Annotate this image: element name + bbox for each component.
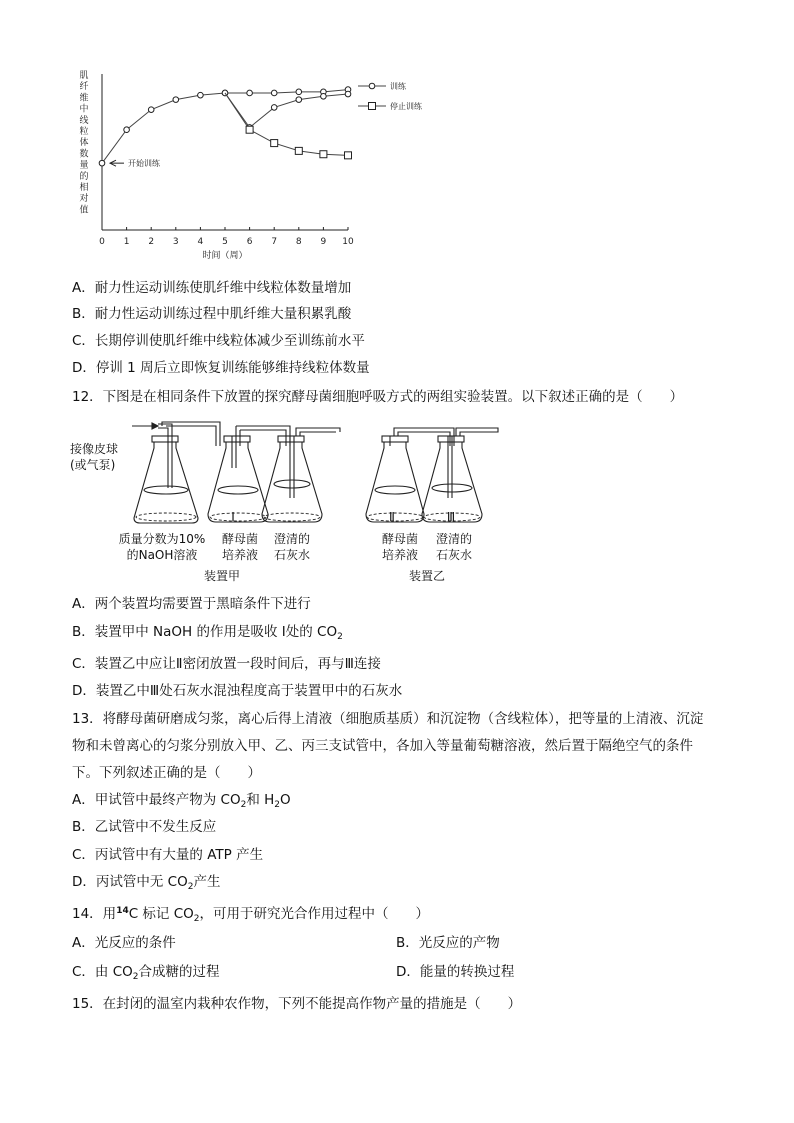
- legend-label: 训练: [390, 82, 406, 91]
- flask2-body: [208, 442, 268, 522]
- yeast-label-2: 培养液: [221, 548, 259, 562]
- series-point-circle: [124, 127, 130, 133]
- series-point-circle: [271, 105, 277, 111]
- x-tick-label: 0: [99, 237, 105, 247]
- y-axis-label-char: 肌: [79, 71, 89, 81]
- q13-stem-line-3: 下。下列叙述正确的是（ ）: [72, 765, 261, 781]
- q14-option-b: B．光反应的产物: [396, 935, 500, 951]
- yeast-b-label-1: 酵母菌: [381, 532, 419, 546]
- q14-option-d: D．能量的转换过程: [396, 964, 515, 980]
- y-axis-label-char: 粒: [79, 127, 89, 137]
- q14-stem-post: ，可用于研究光合作用过程中（ ）: [199, 906, 430, 922]
- series-point-circle: [296, 89, 302, 95]
- x-tick-label: 10: [342, 237, 354, 247]
- series-point-square: [345, 152, 352, 159]
- q13-stem-line-2: 物和未曾离心的匀浆分别放入甲、乙、丙三支试管中，各加入等量葡萄糖溶液，然后置于隔绝空气的条件: [72, 738, 693, 754]
- q14-stem-sub: 2: [193, 914, 200, 924]
- flask2-tubes: [232, 436, 240, 468]
- lime-label-1: 澄清的: [273, 532, 311, 546]
- flask1-body: [134, 442, 198, 523]
- y-axis-label-char: 量: [79, 160, 89, 171]
- chart-series-group: [99, 87, 351, 169]
- series-point-circle: [247, 90, 253, 96]
- q12-stem: 12．下图是在相同条件下放置的探究酵母菌细胞呼吸方式的两组实验装置。以下叙述正确的是（ ）: [72, 389, 684, 405]
- q11-option-b: B．耐力性运动训练过程中肌纤维大量积累乳酸: [72, 306, 352, 322]
- flask4-liquid: [375, 486, 415, 494]
- flask-III-label: Ⅲ: [446, 510, 456, 524]
- flask2-base-dash: [210, 513, 266, 521]
- chart-legend: [358, 81, 423, 111]
- q11-option-d: D．停训 1 周后立即恢复训练能够维持线粒体数量: [72, 360, 370, 376]
- tube-4-5: [390, 428, 454, 446]
- inlet-arrow-head: [152, 423, 158, 429]
- q11-option-a: A．耐力性运动训练使肌纤维中线粒体数量增加: [72, 280, 352, 296]
- flask3-stopper: [278, 436, 304, 442]
- q14-option-c-text: C．由 CO: [72, 964, 133, 980]
- y-axis-label-char: 纤: [79, 82, 89, 93]
- q14-stem-pre: 14．用: [72, 906, 117, 922]
- flask3-body: [262, 442, 322, 522]
- yeast-b-label-2: 培养液: [381, 548, 419, 562]
- series-point-circle: [198, 92, 204, 98]
- series-point-square: [320, 151, 327, 158]
- flask-I-label: Ⅰ: [231, 510, 235, 524]
- y-axis-label-char: 线: [79, 115, 89, 126]
- q13-option-d-post: 产生: [193, 874, 221, 890]
- flask4-body: [366, 442, 424, 522]
- yeast-respiration-apparatus-diagram: [70, 418, 510, 594]
- flask2-liquid: [218, 486, 258, 494]
- flask1-stopper: [152, 436, 178, 442]
- pump-label-2: (或气泵): [70, 458, 116, 472]
- q13-option-a-sub: 2: [240, 800, 247, 810]
- flask1-liquid: [144, 486, 188, 494]
- q13-option-d-text: D．丙试管中无 CO: [72, 874, 188, 890]
- x-tick-label: 4: [197, 237, 204, 247]
- lime-b-label-2: 石灰水: [435, 548, 473, 562]
- q12-option-d: D．装置乙中Ⅲ处石灰水混浊程度高于装置甲中的石灰水: [72, 683, 403, 699]
- series-point-square: [246, 126, 253, 133]
- x-tick-label: 5: [222, 237, 228, 247]
- y-axis-label-char: 数: [79, 149, 89, 160]
- q13-option-a-sub2: 2: [274, 800, 281, 810]
- lime-b-label-1: 澄清的: [435, 532, 473, 546]
- naoh-label-2: 的NaOH溶液: [126, 548, 198, 562]
- setup-a-label: 装置甲: [203, 569, 241, 583]
- flask5-outlet: [456, 428, 498, 436]
- q14-option-c-sub: 2: [132, 972, 139, 982]
- x-tick-label: 3: [172, 237, 179, 247]
- yeast-label-1: 酵母菌: [221, 532, 259, 546]
- q13-stem-line-1: 13．将酵母菌研磨成匀浆，离心后得上清液（细胞质基质）和沉淀物（含线粒体），把等量的上清液、沉淀: [72, 711, 704, 727]
- q14-stem: [72, 902, 429, 928]
- flask4-stopper: [382, 436, 408, 442]
- q13-option-a-post: O: [280, 792, 291, 808]
- q14-stem-sup: 14: [116, 906, 129, 916]
- series-point-circle: [173, 97, 179, 103]
- legend-marker-square: [369, 103, 376, 110]
- x-tick-label: 2: [148, 237, 155, 247]
- series-point-circle: [296, 97, 302, 103]
- naoh-label-1: 质量分数为10%: [118, 532, 206, 546]
- series-point-circle: [148, 107, 154, 113]
- y-axis-label-char: 维: [79, 93, 89, 104]
- q14-stem-mid: C 标记 CO: [128, 906, 194, 922]
- series-point-circle: [99, 160, 105, 166]
- q13-option-a-mid: 和 H: [246, 792, 275, 808]
- lime-label-2: 石灰水: [273, 548, 311, 562]
- annotation-text: 开始训练: [128, 159, 160, 169]
- flask1-long-tube: [168, 436, 172, 488]
- chart-annotation: [110, 158, 161, 168]
- setup-b-label: 装置乙: [408, 569, 446, 583]
- flask3-outlet: [296, 428, 340, 436]
- q12-option-c: C．装置乙中应让Ⅱ密闭放置一段时间后，再与Ⅲ连接: [72, 656, 381, 672]
- y-axis-label-char: 的: [79, 171, 89, 182]
- q14-option-c-post: 合成糖的过程: [138, 964, 220, 980]
- q12-option-a: A．两个装置均需要置于黑暗条件下进行: [72, 596, 311, 612]
- flask3-base-dash: [264, 513, 320, 521]
- flask1-base-dash: [136, 513, 196, 521]
- q13-option-d-sub: 2: [187, 882, 194, 892]
- x-tick-label: 7: [271, 237, 278, 247]
- legend-marker-circle: [369, 83, 375, 89]
- y-axis-label-char: 相: [79, 183, 89, 193]
- series-point-circle: [321, 93, 327, 99]
- q15-stem: 15．在封闭的温室内栽种农作物，下列不能提高作物产量的措施是（ ）: [72, 996, 522, 1012]
- mitochondria-line-chart: [76, 66, 456, 266]
- x-tick-label: 8: [295, 237, 302, 247]
- series-point-circle: [222, 90, 228, 96]
- q12-option-b: [72, 623, 343, 646]
- series-line: [225, 93, 348, 155]
- q13-option-a: [72, 791, 291, 814]
- y-axis-label-char: 对: [79, 194, 89, 205]
- series-point-square: [271, 140, 278, 147]
- chart-y-axis-label: [79, 70, 88, 215]
- flask2-stopper: [224, 436, 250, 442]
- q12-option-b-text: B．装置甲中 NaOH 的作用是吸收 Ⅰ处的 CO: [72, 624, 338, 640]
- x-tick-label: 1: [123, 237, 130, 247]
- q13-option-d: [72, 873, 220, 896]
- flask3-liquid: [274, 480, 310, 488]
- series-point-square: [295, 147, 302, 154]
- flask4-base-dash: [367, 513, 423, 521]
- y-axis-label-char: 体: [79, 138, 89, 149]
- q14-option-c: [72, 963, 220, 986]
- q13-option-b: B．乙试管中不发生反应: [72, 819, 217, 835]
- pump-label-1: 接像皮球: [70, 442, 119, 456]
- y-axis-label-char: 值: [79, 205, 89, 216]
- q14-option-a: A．光反应的条件: [72, 935, 176, 951]
- q12-option-b-sub: 2: [337, 632, 343, 642]
- series-point-circle: [345, 91, 351, 97]
- flask5-stopper: [438, 436, 464, 442]
- series-line: [225, 93, 348, 128]
- x-tick-label: 6: [246, 237, 253, 247]
- q11-option-c: C．长期停训使肌纤维中线粒体减少至训练前水平: [72, 333, 365, 349]
- series-point-circle: [271, 90, 277, 96]
- y-axis-label-char: 中: [79, 104, 89, 115]
- flask-II-label: Ⅱ: [389, 510, 395, 524]
- q13-option-c: C．丙试管中有大量的 ATP 产生: [72, 847, 264, 863]
- flask3-tube: [290, 436, 294, 498]
- chart-x-axis-label: 时间（周）: [202, 251, 248, 261]
- x-tick-label: 9: [320, 237, 327, 247]
- q13-option-a-text: A．甲试管中最终产物为 CO: [72, 792, 241, 808]
- legend-label: 停止训练: [390, 102, 422, 111]
